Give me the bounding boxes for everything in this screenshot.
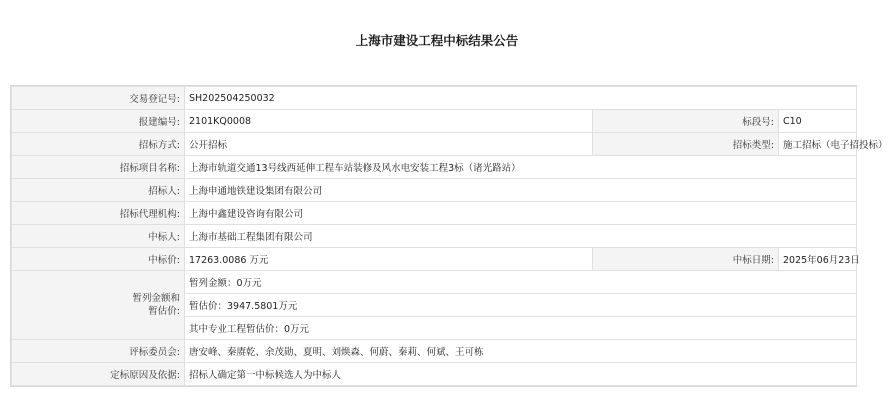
result-table-frame [10,85,888,387]
row-agency [12,202,857,225]
type-label: 招标类型: [593,133,779,156]
project-name-label: 招标项目名称: [12,156,185,179]
price-value: 17263.0086 万元 [185,248,593,271]
row-price [12,248,857,271]
committee-value: 唐安峰、秦赓乾、余茂勋、夏明、刘焕森、何蔚、秦莉、何斌、王可栋 [185,340,857,363]
page-title: 上海市建设工程中标结果公告 [355,33,519,48]
row-reason [12,363,857,386]
agency-value: 上海中鑫建设咨询有限公司 [185,202,857,225]
date-label: 中标日期: [593,248,779,271]
row-winner [12,225,857,248]
report-no-label: 报建编号: [12,110,185,133]
provisional-special-value: 其中专业工程暂估价：0万元 [185,317,857,340]
row-project-name [12,156,857,179]
section-no-label: 标段号: [593,110,779,133]
provisional-label [12,271,185,340]
project-name-value: 上海市轨道交通13号线西延伸工程车站装修及风水电安装工程3标（诸光路站） [185,156,857,179]
row-tenderer [12,179,857,202]
row-method [12,133,857,156]
trade-no-value: SH202504250032 [185,87,857,110]
result-table [11,86,888,386]
committee-label: 评标委员会: [12,340,185,363]
type-value: 施工招标（电子招投标） [779,133,857,156]
method-label: 招标方式: [12,133,185,156]
method-value: 公开招标 [185,133,593,156]
trade-no-label: 交易登记号: [12,87,185,110]
winner-label: 中标人: [12,225,185,248]
tenderer-label: 招标人: [12,179,185,202]
reason-value: 招标人确定第一中标候选人为中标人 [185,363,857,386]
provisional-label-line1: 暂列金额和 [132,293,180,304]
price-label: 中标价: [12,248,185,271]
reason-label: 定标原因及依据: [12,363,185,386]
row-report-no [12,110,857,133]
row-provisional-1 [12,271,857,294]
winner-value: 上海市基础工程集团有限公司 [185,225,857,248]
provisional-amount-value: 暂列金额：0万元 [185,271,857,294]
tenderer-value: 上海申通地铁建设集团有限公司 [185,179,857,202]
date-value: 2025年06月23日 [779,248,857,271]
section-no-value: C10 [779,110,857,133]
agency-label: 招标代理机构: [12,202,185,225]
row-committee [12,340,857,363]
report-no-value: 2101KQ0008 [185,110,593,133]
provisional-label-line2: 暂估价: [148,306,180,317]
provisional-estimate-value: 暂估价：3947.5801万元 [185,294,857,317]
row-trade-no [12,87,857,110]
